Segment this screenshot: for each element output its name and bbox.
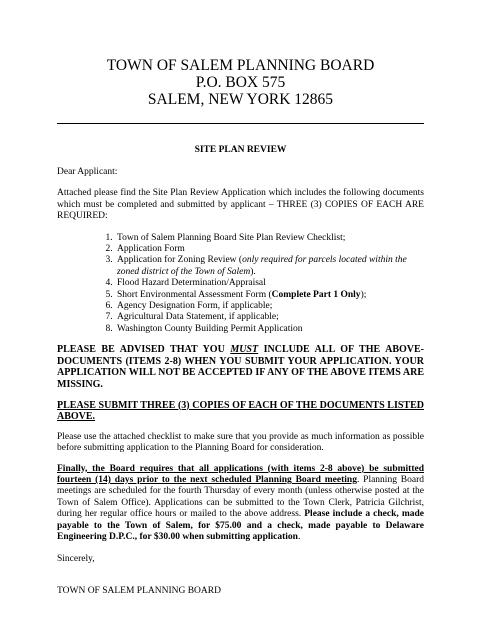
list-item: 4. Flood Hazard Determination/Appraisal: [115, 278, 424, 289]
closing: Sincerely,: [57, 553, 95, 564]
intro-paragraph: Attached please find the Site Plan Review Application which includes the following documents which must be completed and submitted by applicant – THREE (3) COPIES OF EACH ARE REQUIRED:: [57, 188, 424, 222]
list-item: 1. Town of Salem Planning Board Site Plan Review Checklist;: [115, 233, 424, 244]
list-item: 3. Application for Zoning Review (only required for parcels located within the zoned district of the Town of Salem).: [115, 255, 424, 278]
list-item: 5. Short Environmental Assessment Form (Complete Part 1 Only);: [115, 290, 424, 301]
required-documents-list: [57, 233, 424, 336]
document-title: SITE PLAN REVIEW: [194, 145, 287, 155]
letterhead-city: SALEM, NEW YORK 12865: [147, 91, 334, 108]
checklist-paragraph: Please use the attached checklist to make sure that you provide as much information as possible before submitting application to the Planning Board for consideration.: [57, 431, 424, 454]
list-item: 6. Agency Designation Form, if applicable;: [115, 301, 424, 312]
advisory-notice: PLEASE BE ADVISED THAT YOU MUST INCLUDE ALL OF THE ABOVE-DOCUMENTS (ITEMS 2-8) WHEN YOU SUBMIT YOUR APPLICATION. YOUR APPLICATION WILL NOT BE ACCEPTED IF ANY OF THE ABOVE ITEMS ARE MISSING.: [57, 344, 424, 391]
header-divider: [57, 123, 424, 124]
salutation: Dear Applicant:: [57, 167, 118, 177]
list-item: 2. Application Form: [115, 244, 424, 255]
list-item: 7. Agricultural Data Statement, if applicable;: [115, 312, 424, 323]
signature: TOWN OF SALEM PLANNING BOARD: [57, 585, 221, 596]
letterhead-org: TOWN OF SALEM PLANNING BOARD: [106, 57, 375, 74]
deadline-paragraph: Finally, the Board requires that all applications (with items 2-8 above) be submitted fourteen (14) days prior to the next scheduled Planning Board meeting. Planning Board meetings are scheduled for the fourth Thursday of every month (unless otherwise posted at the Town of Salem Office). Applications can be submitted to the Town Clerk, Patricia Gilchrist, during her regular office hours or mailed to the above address. Please include a check, made payable to the Town of Salem, for $75.00 and a check, made payable to Delaware Engineering D.P.C., for $30.00 when submitting application.: [57, 463, 425, 543]
letter-page: [57, 0, 424, 597]
submit-copies-notice: PLEASE SUBMIT THREE (3) COPIES OF EACH OF THE DOCUMENTS LISTED ABOVE.: [57, 399, 424, 423]
letterhead: [57, 57, 424, 108]
letterhead-po-box: P.O. BOX 575: [195, 74, 286, 91]
list-item: 8. Washington County Building Permit Application: [115, 324, 424, 335]
